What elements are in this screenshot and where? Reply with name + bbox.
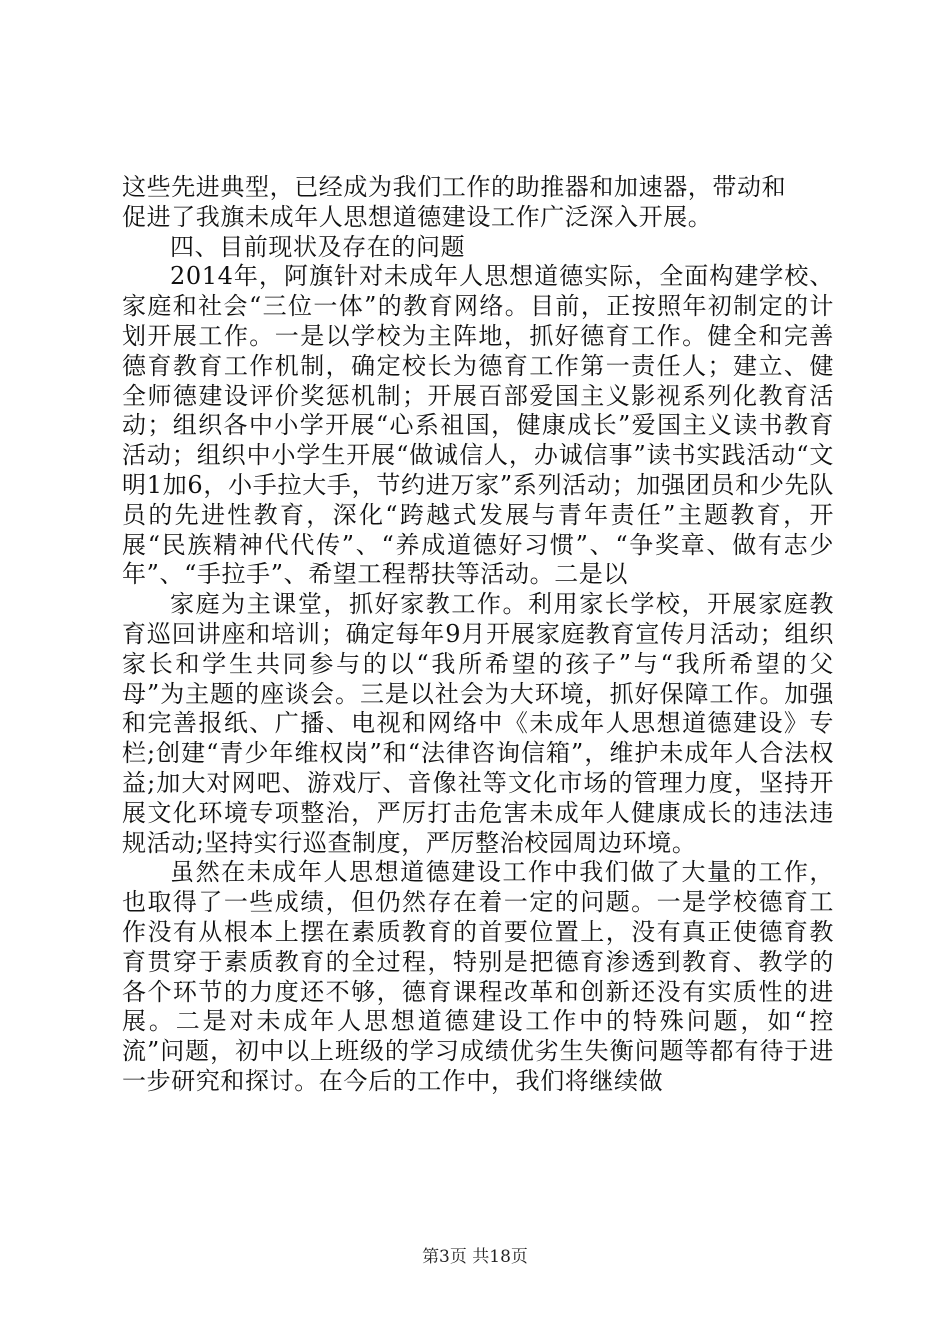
paragraph-problems: 虽然在未成年人思想道德建设工作中我们做了大量的工作，也取得了一些成绩，但仍然存在着一定的问题。一是学校德育工作没有从根本上摆在素质教育的首要位置上，没有真正使德育教育贯穿于素质教育的全过程，特别是把德育渗透到教育、教学的各个环节的力度还不够，德育课程改革和创新还没有实质性的进展。二是对未成年人思想道德建设工作中的特殊问题，如“控流”问题，初中以上班级的学习成绩优劣生失衡问题等都有待于进一步研究和探讨。在今后的工作中，我们将继续做 [122,858,834,1095]
continued-line-2: 促进了我旗未成年人思想道德建设工作广泛深入开展。 [122,202,713,231]
paragraph-family-society: 家庭为主课堂，抓好家教工作。利用家长学校，开展家庭教育巡回讲座和培训；确定每年9月开展家庭教育宣传月活动；组织家长和学生共同参与的以“我所希望的孩子”与“我所希望的父母”为主题的座谈会。三是以社会为大环境，抓好保障工作。加强和完善报纸、广播、电视和网络中《未成年人思想道德建设》专栏;创建“青少年维权岗”和“法律咨询信箱”，维护未成年人合法权益;加大对网吧、游戏厅、音像社等文化市场的管理力度，坚持开展文化环境专项整治，严厉打击危害未成年人健康成长的违法违规活动;坚持实行巡查制度，严厉整治校园周边环境。 [122,590,834,857]
continued-line-1: 这些先进典型，已经成为我们工作的助推器和加速器，带动和 [122,173,787,201]
document-body [122,173,834,1097]
page-number-footer: 第3页 共18页 [422,1247,528,1267]
section-heading: 四、目前现状及存在的问题 [170,232,466,261]
paragraph-current-status: 2014年，阿旗针对未成年人思想道德实际，全面构建学校、家庭和社会“三位一体”的教育网络。目前，正按照年初制定的计划开展工作。一是以学校为主阵地，抓好德育工作。健全和完善德育教育工作机制，确定校长为德育工作第一责任人；建立、健全师德建设评价奖惩机制；开展百部爱国主义影视系列化教育活动；组织各中小学开展“心系祖国，健康成长”爱国主义读书教育活动；组织中小学生开展“做诚信人，办诚信事”读书实践活动“文明1加6，小手拉大手，节约进万家”系列活动；加强团员和少先队员的先进性教育，深化“跨越式发展与青年责任”主题教育，开展“民族精神代代传”、“养成道德好习惯”、“争奖章、做有志少年”、“手拉手”、希望工程帮扶等活动。二是以 [122,262,834,589]
